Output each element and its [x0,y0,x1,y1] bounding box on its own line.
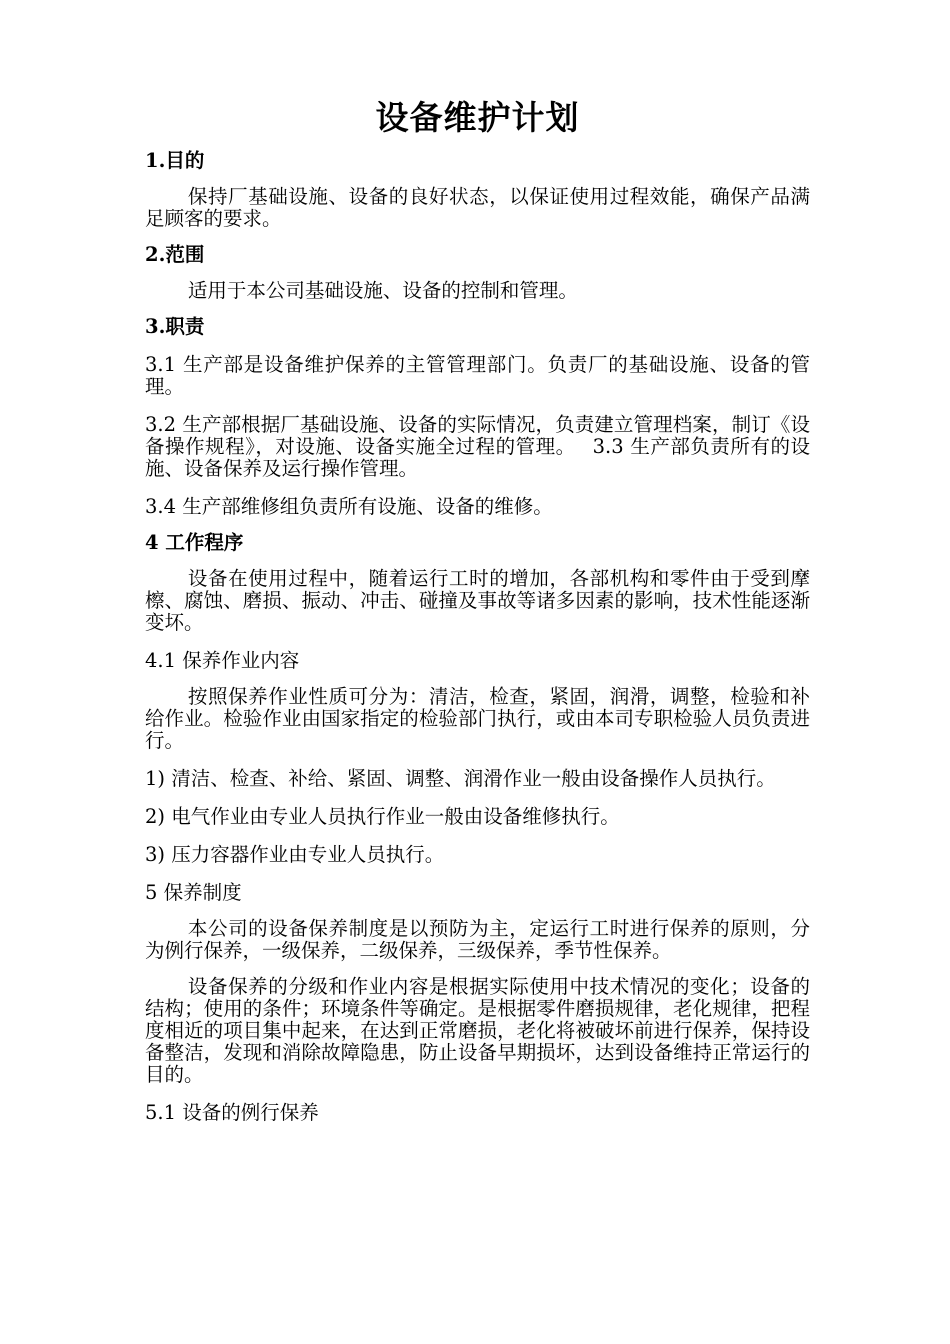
section-body-maintenance-system-2: 设备保养的分级和作业内容是根据实际使用中技术情况的变化；设备的结构；使用的条件；环境条件等确定。是根据零件磨损规律，老化规律，把程度相近的项目集中起来，在达到正常磨损，老化将被破坏前进行保养，保持设备整洁，发现和消除故障隐患，防止设备早期损坏，达到设备维持正常运行的目的。 [145,975,810,1086]
section-body-scope: 适用于本公司基础设施、设备的控制和管理。 [187,279,578,302]
section-heading-responsibilities: 3.职责 [145,315,205,338]
responsibility-3-2: 3.2 生产部根据厂基础设施、设备的实际情况，负责建立管理档案，制订《设备操作规程》，对设施、设备实施全过程的管理。 3.3 生产部负责所有的设施、设备保养及运行操作管理。 [145,413,810,480]
section-heading-purpose: 1.目的 [145,149,205,172]
list-item-2: 2) 电气作业由专业人员执行作业一般由设备维修执行。 [145,805,620,828]
section-body-procedure: 设备在使用过程中，随着运行工时的增加，各部机构和零件由于受到摩檫、腐蚀、磨损、振动、冲击、碰撞及事故等诸多因素的影响，技术性能逐渐变坏。 [145,567,810,634]
responsibility-3-4: 3.4 生产部维修组负责所有设施、设备的维修。 [145,495,553,518]
subsection-heading-maintenance-content: 4.1 保养作业内容 [145,649,300,672]
subsection-heading-routine-maintenance: 5.1 设备的例行保养 [145,1101,319,1124]
section-heading-procedure: 4 工作程序 [145,531,244,554]
subsection-body-maintenance-content: 按照保养作业性质可分为：清洁，检查，紧固，润滑，调整，检验和补给作业。检验作业由国家指定的检验部门执行，或由本司专职检验人员负责进行。 [145,685,810,752]
list-item-3: 3) 压力容器作业由专业人员执行。 [145,843,445,866]
document-title: 设备维护计划 [375,98,580,137]
document-page [145,92,810,1124]
list-item-1: 1) 清洁、检查、补给、紧固、调整、润滑作业一般由设备操作人员执行。 [145,767,776,790]
responsibility-3-1: 3.1 生产部是设备维护保养的主管管理部门。负责厂的基础设施、设备的管理。 [145,353,810,398]
section-body-purpose: 保持厂基础设施、设备的良好状态，以保证使用过程效能，确保产品满足顾客的要求。 [145,185,810,230]
section-heading-scope: 2.范围 [145,243,205,266]
section-body-maintenance-system-1: 本公司的设备保养制度是以预防为主，定运行工时进行保养的原则，分为例行保养，一级保养，二级保养，三级保养，季节性保养。 [145,917,810,962]
section-heading-maintenance-system: 5 保养制度 [145,881,242,904]
